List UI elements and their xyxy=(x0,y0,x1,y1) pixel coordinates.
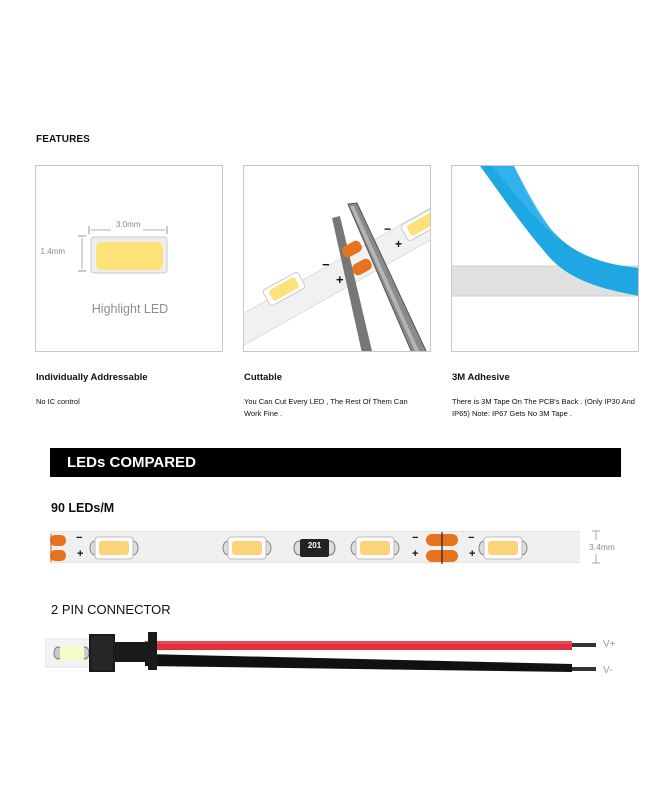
strip-plus-right: + xyxy=(469,548,476,560)
chip-width-dimension: 3.0mm xyxy=(116,220,141,229)
feature-text-individually-addressable: No IC control xyxy=(36,397,80,406)
leds-compared-banner xyxy=(50,448,621,477)
feature-title-3m-adhesive: 3M Adhesive xyxy=(452,372,510,383)
strip-minus-center: − xyxy=(412,532,419,544)
chip-height-dimension: 1.4mm xyxy=(40,247,65,256)
minus-mark-right: − xyxy=(384,222,392,236)
feature-text-3m-adhesive: There is 3M Tape On The PCB's Back . (Only IP30 And IP65) Note: IP67 Gets No 3M Tape . xyxy=(452,397,635,418)
resistor-code: 201 xyxy=(307,541,322,550)
strip-plus-center: + xyxy=(412,548,419,560)
features-heading: FEATURES xyxy=(36,134,90,145)
v-minus-label: V- xyxy=(603,665,613,676)
strip-plus-left: + xyxy=(77,548,84,560)
strip-width-dimension: 3.4mm xyxy=(589,542,615,552)
plus-mark: + xyxy=(336,272,344,287)
strip-minus-right: − xyxy=(468,532,475,544)
feature-title-individually-addressable: Individually Addressable xyxy=(36,372,148,383)
highlight-led-caption: Highlight LED xyxy=(91,302,169,316)
connector-label: 2 PIN CONNECTOR xyxy=(51,602,171,617)
minus-mark: − xyxy=(322,257,330,272)
feature-text-cuttable: You Can Cut Every LED , The Rest Of Them Can Work Fine . xyxy=(244,397,408,418)
banner-title: LEDs COMPARED xyxy=(67,454,196,471)
plus-mark-right: + xyxy=(395,237,403,251)
v-plus-label: V+ xyxy=(603,639,616,650)
feature-panel-3m-adhesive xyxy=(451,165,639,352)
strip-minus-left: − xyxy=(76,532,83,544)
scissors-cutting-strip-icon xyxy=(244,166,431,352)
led-strip-diagram xyxy=(50,531,580,563)
led-chip-diagram-icon xyxy=(36,166,223,352)
two-pin-connector-icon xyxy=(45,630,605,680)
adhesive-tape-icon xyxy=(452,166,639,352)
feature-title-cuttable: Cuttable xyxy=(244,372,282,383)
feature-panel-highlight-led xyxy=(35,165,223,352)
strip-density-label: 90 LEDs/M xyxy=(51,501,115,515)
feature-panel-cuttable xyxy=(243,165,431,352)
